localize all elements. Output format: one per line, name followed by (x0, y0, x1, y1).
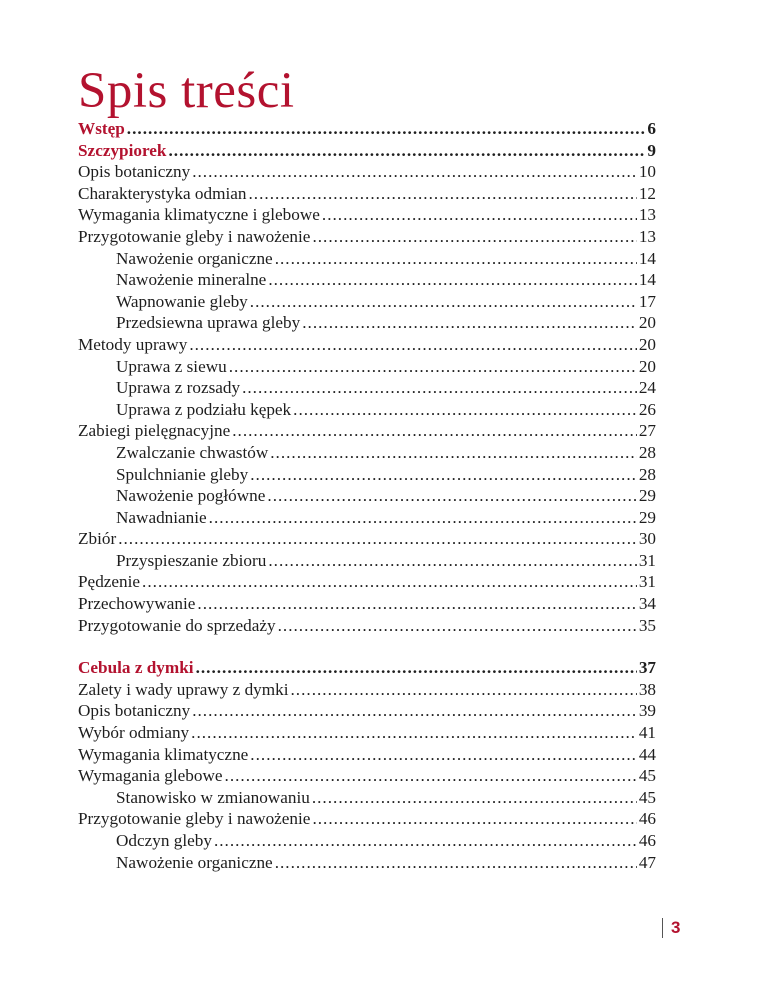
toc-entry-page: 14 (638, 248, 656, 268)
toc-entry[interactable] (78, 852, 656, 874)
toc-entry-label: Nawożenie organiczne (116, 248, 273, 268)
toc-leader-dots (225, 765, 637, 787)
toc-entry[interactable] (78, 765, 656, 787)
toc-entry-page: 9 (647, 140, 656, 160)
toc-entry-label: Opis botaniczny (78, 162, 191, 182)
toc-entry-page: 38 (638, 679, 656, 699)
toc-section-gap (78, 636, 656, 657)
toc-entry-label: Przygotowanie do sprzedaży (78, 615, 276, 635)
toc-entry[interactable] (78, 312, 656, 334)
page-folio (662, 918, 680, 938)
toc-leader-dots (196, 657, 637, 679)
toc-entry[interactable] (78, 571, 656, 593)
toc-leader-dots (270, 442, 637, 464)
toc-entry-label: Szczypiorek (78, 140, 167, 160)
toc-entry-page: 31 (638, 550, 656, 570)
toc-entry-page: 29 (638, 507, 656, 527)
toc-leader-dots (268, 550, 636, 572)
toc-entry-page: 24 (638, 378, 656, 398)
toc-entry[interactable] (78, 485, 656, 507)
toc-entry-page: 30 (638, 529, 656, 549)
toc-leader-dots (312, 808, 636, 830)
toc-chapter-entry[interactable] (78, 657, 656, 679)
toc-entry[interactable] (78, 248, 656, 270)
toc-entry-page: 26 (638, 399, 656, 419)
toc-entry[interactable] (78, 442, 656, 464)
toc-entry-page: 17 (638, 291, 656, 311)
toc-leader-dots (312, 226, 636, 248)
toc-entry-label: Przygotowanie gleby i nawożenie (78, 226, 311, 246)
toc-entry[interactable] (78, 399, 656, 421)
toc-entry-page: 31 (638, 572, 656, 592)
toc-entry-page: 44 (638, 744, 656, 764)
toc-entry[interactable] (78, 744, 656, 766)
toc-entry-label: Odczyn gleby (116, 831, 212, 850)
toc-entry-page: 39 (638, 701, 656, 721)
toc-leader-dots (250, 744, 637, 766)
toc-entry[interactable] (78, 679, 656, 701)
toc-leader-dots (293, 399, 637, 421)
toc-entry-page: 37 (638, 658, 656, 678)
toc-leader-dots (275, 852, 637, 874)
toc-entry[interactable] (78, 377, 656, 399)
toc-entry-label: Uprawa z siewu (116, 356, 227, 376)
toc-entry-label: Zwalczanie chwastów (116, 442, 269, 462)
toc-entry-page: 41 (638, 723, 656, 743)
toc-entry-label: Zabiegi pielęgnacyjne (78, 421, 231, 441)
toc-entry-page: 28 (638, 464, 656, 484)
toc-entry-label: Nawadnianie (116, 507, 207, 527)
toc-leader-dots (192, 161, 637, 183)
toc-entry-page: 12 (638, 183, 656, 203)
toc-entry-label: Przyspieszanie zbioru (116, 550, 267, 570)
toc-leader-dots (278, 615, 637, 637)
toc-entry-label: Przedsiewna uprawa gleby (116, 313, 301, 333)
toc-entry-page: 29 (638, 486, 656, 506)
toc-entry-page: 46 (638, 809, 656, 829)
toc-entry-label: Cebula z dymki (78, 658, 194, 678)
toc-entry-label: Wymagania klimatyczne (78, 744, 249, 764)
toc-entry-label: Wybór odmiany (78, 723, 190, 743)
toc-entry-label: Wymagania glebowe (78, 766, 223, 786)
toc-entry-page: 6 (647, 119, 656, 138)
toc-entry-label: Nawożenie pogłówne (116, 486, 266, 506)
toc-leader-dots (322, 204, 637, 226)
toc-entry-label: Opis botaniczny (78, 701, 191, 721)
toc-entry[interactable] (78, 700, 656, 722)
toc-entry-page: 20 (638, 313, 656, 333)
toc-entry-page: 13 (638, 205, 656, 225)
toc-entry[interactable] (78, 269, 656, 291)
toc-entry-label: Przygotowanie gleby i nawożenie (78, 809, 311, 829)
toc-entry-label: Uprawa z podziału kępek (116, 399, 292, 419)
toc-entry[interactable] (78, 830, 656, 852)
toc-leader-dots (302, 312, 637, 334)
table-of-contents (78, 118, 656, 873)
toc-entry-page: 47 (638, 852, 656, 872)
toc-leader-dots (214, 830, 637, 852)
toc-entry-page: 20 (638, 334, 656, 354)
toc-leader-dots (291, 679, 637, 701)
toc-entry-page: 35 (638, 615, 656, 635)
toc-entry-page: 10 (638, 162, 656, 182)
toc-leader-dots (191, 722, 637, 744)
toc-entry[interactable] (78, 550, 656, 572)
toc-entry-page: 20 (638, 356, 656, 376)
toc-entry[interactable] (78, 161, 656, 183)
toc-leader-dots (189, 334, 637, 356)
toc-entry[interactable] (78, 722, 656, 744)
toc-entry[interactable] (78, 464, 656, 486)
toc-entry-label: Charakterystyka odmian (78, 183, 247, 203)
toc-leader-dots (250, 291, 637, 313)
toc-entry-page: 45 (638, 766, 656, 786)
toc-entry-page: 13 (638, 226, 656, 246)
toc-chapter-entry[interactable] (78, 140, 656, 162)
toc-entry[interactable] (78, 808, 656, 830)
toc-leader-dots (209, 507, 637, 529)
toc-entry-label: Przechowywanie (78, 594, 196, 614)
toc-leader-dots (168, 140, 645, 162)
toc-entry[interactable] (78, 334, 656, 356)
toc-entry[interactable] (78, 528, 656, 550)
toc-entry-label: Spulchnianie gleby (116, 464, 249, 484)
toc-entry-label: Nawożenie mineralne (116, 270, 267, 290)
toc-entry[interactable] (78, 507, 656, 529)
toc-entry[interactable] (78, 204, 656, 226)
toc-entry[interactable] (78, 787, 656, 809)
toc-leader-dots (312, 787, 637, 809)
toc-leader-dots (267, 485, 636, 507)
toc-leader-dots (268, 269, 636, 291)
toc-leader-dots (242, 377, 637, 399)
toc-entry[interactable] (78, 291, 656, 313)
toc-entry-label: Pędzenie (78, 572, 141, 592)
toc-leader-dots (250, 464, 637, 486)
toc-entry-page: 46 (638, 831, 656, 850)
toc-leader-dots (197, 593, 636, 615)
toc-entry[interactable] (78, 183, 656, 205)
toc-leader-dots (232, 420, 637, 442)
toc-entry-page: 14 (638, 270, 656, 290)
page-number: 3 (671, 918, 681, 937)
toc-entry-label: Zalety i wady uprawy z dymki (78, 679, 289, 699)
toc-leader-dots (142, 571, 637, 593)
toc-entry-label: Uprawa z rozsady (116, 378, 241, 398)
toc-entry-label: Metody uprawy (78, 334, 188, 354)
toc-entry[interactable] (78, 420, 656, 442)
toc-leader-dots (127, 118, 646, 140)
folio-divider (662, 918, 663, 938)
toc-leader-dots (192, 700, 637, 722)
toc-entry[interactable] (78, 226, 656, 248)
toc-leader-dots (229, 356, 637, 378)
toc-entry-page: 34 (638, 594, 656, 614)
toc-entry-page: 27 (638, 421, 656, 441)
toc-entry-label: Wymagania klimatyczne i glebowe (78, 205, 320, 225)
toc-entry[interactable] (78, 615, 656, 637)
toc-entry[interactable] (78, 593, 656, 615)
toc-entry-page: 45 (638, 787, 656, 807)
toc-leader-dots (118, 528, 637, 550)
toc-entry-label: Zbiór (78, 529, 117, 549)
page-title: Spis treści (78, 63, 295, 119)
toc-entry-page: 28 (638, 442, 656, 462)
toc-entry-label: Wstęp (78, 119, 125, 138)
toc-leader-dots (275, 248, 637, 270)
toc-entry-label: Wapnowanie gleby (116, 291, 248, 311)
toc-entry-label: Stanowisko w zmianowaniu (116, 787, 310, 807)
toc-entry[interactable] (78, 356, 656, 378)
toc-chapter-entry[interactable] (78, 118, 656, 140)
toc-leader-dots (249, 183, 637, 205)
toc-entry-label: Nawożenie organiczne (116, 852, 273, 872)
